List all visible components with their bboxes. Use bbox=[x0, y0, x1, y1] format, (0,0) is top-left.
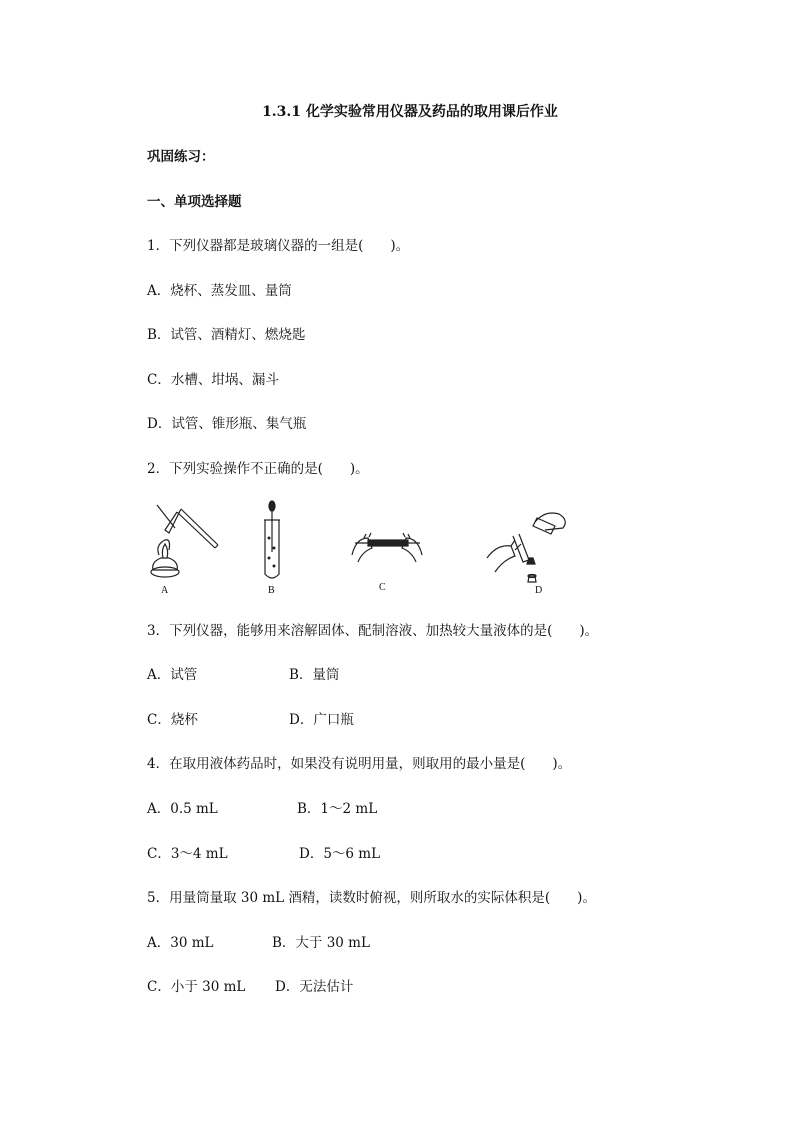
question-4-option-b: B．1～2 mL bbox=[297, 801, 378, 817]
question-5-option-d: D．无法估计 bbox=[275, 979, 354, 995]
question-2-figures bbox=[147, 500, 587, 600]
question-2-stem: 2．下列实验操作不正确的是( )。 bbox=[147, 461, 369, 477]
figure-b-dropper-illustration bbox=[257, 500, 287, 585]
question-5-stem: 5．用量筒量取 30 mL 酒精，读数时俯视，则所取水的实际体积是( )。 bbox=[147, 890, 596, 906]
question-5-option-a: A．30 mL bbox=[147, 935, 214, 951]
question-5-option-c: C．小于 30 mL bbox=[147, 979, 246, 995]
question-1-option-c: C．水槽、坩埚、漏斗 bbox=[147, 372, 279, 388]
question-3-option-b: B．量筒 bbox=[289, 667, 340, 683]
question-4-option-d: D．5～6 mL bbox=[299, 846, 381, 862]
figure-c-label: C bbox=[379, 582, 386, 593]
question-3-option-d: D．广口瓶 bbox=[289, 712, 354, 728]
question-1-option-a: A．烧杯、蒸发皿、量筒 bbox=[147, 283, 292, 299]
question-3-option-a: A．试管 bbox=[147, 667, 198, 683]
section-heading: 巩固练习： bbox=[147, 149, 215, 165]
question-1-option-d: D．试管、锥形瓶、集气瓶 bbox=[147, 416, 307, 432]
question-4-option-c: C．3～4 mL bbox=[147, 846, 228, 862]
figure-d-label: D bbox=[535, 585, 543, 596]
part-heading: 一、单项选择题 bbox=[147, 194, 242, 210]
question-5-option-b: B．大于 30 mL bbox=[272, 935, 370, 951]
figure-c-hands-tube-illustration bbox=[350, 500, 425, 575]
question-3-option-c: C．烧杯 bbox=[147, 712, 198, 728]
question-3-stem: 3．下列仪器，能够用来溶解固体、配制溶液、加热较大量液体的是( )。 bbox=[147, 623, 599, 639]
figure-b-label: B bbox=[268, 585, 275, 596]
question-4-stem: 4．在取用液体药品时，如果没有说明用量，则取用的最小量是( )。 bbox=[147, 756, 572, 772]
question-4-option-a: A．0.5 mL bbox=[147, 801, 218, 817]
document-title: 1.3.1 化学实验常用仪器及药品的取用课后作业 bbox=[262, 104, 558, 120]
question-1-option-b: B．试管、酒精灯、燃烧匙 bbox=[147, 327, 306, 343]
figure-d-pouring-illustration bbox=[485, 500, 575, 585]
figure-a-heating-tube-illustration bbox=[147, 500, 222, 585]
figure-a-label: A bbox=[161, 585, 169, 596]
question-1-stem: 1．下列仪器都是玻璃仪器的一组是( )。 bbox=[147, 238, 410, 254]
